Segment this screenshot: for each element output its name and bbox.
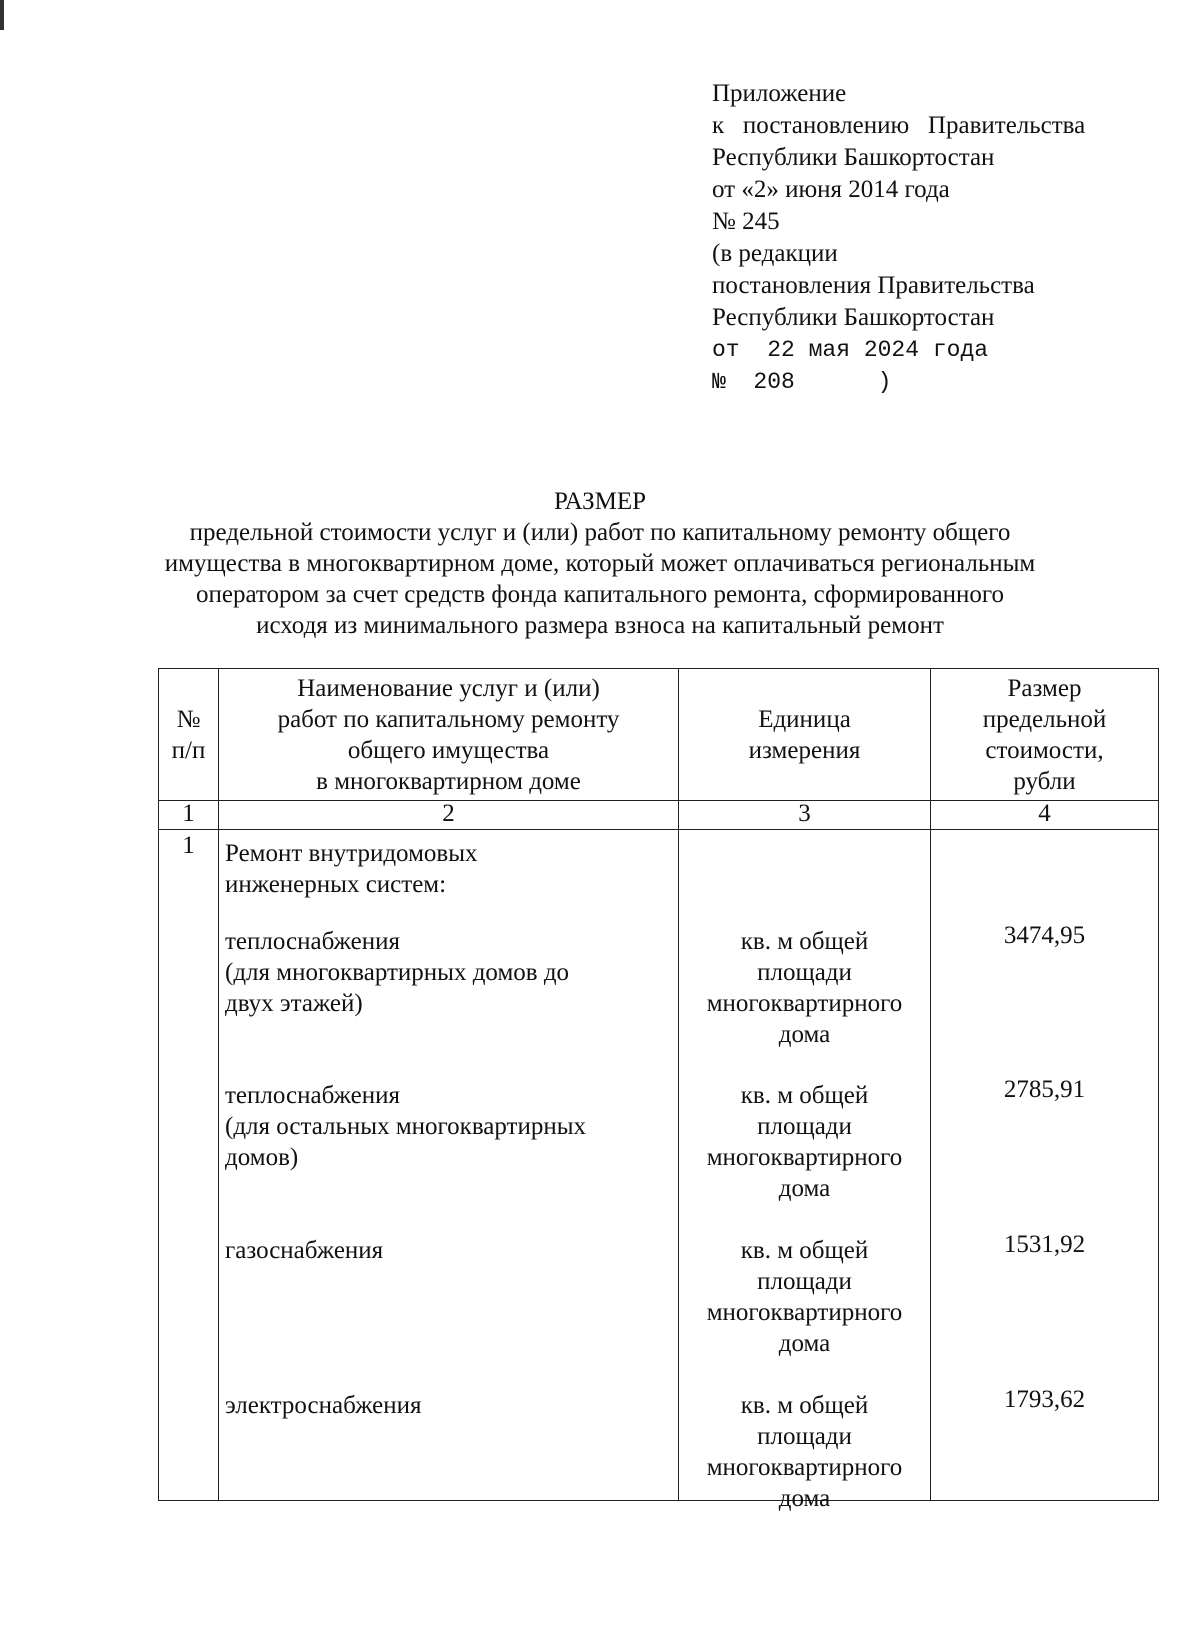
item-name-line: домов)	[225, 1144, 299, 1171]
item-unit-line: дома	[778, 1330, 831, 1357]
item-name-line: двух этажей)	[225, 990, 363, 1017]
header-text: в многоквартирном доме	[316, 767, 581, 795]
row-cost-cell	[931, 830, 1159, 1501]
column-number: 2	[219, 801, 679, 830]
header-cost	[931, 669, 1159, 801]
item-name-line: газоснабжения	[225, 1237, 384, 1264]
title-line: предельной стоимости услуг и (или) работ по капитальному ремонту общего	[189, 519, 1011, 546]
row-number: 1	[159, 830, 219, 1501]
header-text: Единица	[758, 705, 851, 733]
appendix-block	[712, 78, 1085, 398]
item-cost: 1531,92	[1003, 1231, 1086, 1258]
item-unit-line: кв. м общей	[740, 1237, 869, 1264]
item-unit-line: площади	[757, 1268, 852, 1295]
appendix-line: к постановлению Правительства	[712, 112, 1086, 139]
item-name	[225, 1235, 672, 1266]
item-unit-line: кв. м общей	[740, 928, 869, 955]
item-name	[225, 1390, 672, 1421]
item-name-line: электроснабжения	[225, 1392, 422, 1419]
item-name	[225, 1080, 672, 1173]
item-unit-line: дома	[778, 1175, 831, 1202]
item-unit	[685, 926, 924, 1050]
item-unit-line: площади	[757, 1423, 852, 1450]
item-unit-line: площади	[757, 959, 852, 986]
item-name-line: теплоснабжения	[225, 928, 400, 955]
group-title	[225, 838, 672, 900]
header-text: Наименование услуг и (или)	[297, 674, 600, 702]
item-unit-line: кв. м общей	[740, 1392, 869, 1419]
header-unit	[679, 669, 931, 801]
appendix-line: Приложение	[712, 80, 847, 107]
item-cost: 2785,91	[1003, 1076, 1086, 1103]
appendix-line: от «2» июня 2014 года	[712, 176, 950, 203]
item-unit-line: многоквартирного	[706, 1454, 903, 1481]
group-title-line: инженерных систем:	[225, 871, 447, 898]
title-line: имущества в многоквартирном доме, который может оплачиваться региональным	[164, 550, 1036, 577]
table-row	[159, 830, 1159, 1501]
item-cost: 1793,62	[1003, 1386, 1086, 1413]
header-text: рубли	[1013, 767, 1076, 795]
item-unit	[685, 1080, 924, 1204]
header-number	[159, 669, 219, 801]
row-name-cell	[219, 830, 679, 1501]
cost-table	[158, 668, 1159, 1512]
appendix-number-line: № 208 )	[712, 369, 892, 395]
item-name-line: (для остальных многоквартирных	[225, 1113, 587, 1140]
header-text: №	[176, 705, 201, 733]
header-text: п/п	[171, 736, 206, 764]
header-text: Размер	[1007, 674, 1082, 702]
item-name-line: теплоснабжения	[225, 1082, 400, 1109]
table-header-row	[159, 669, 1159, 801]
scan-edge-mark	[0, 0, 4, 30]
item-unit-line: площади	[757, 1113, 852, 1140]
appendix-line: Республики Башкортостан	[712, 144, 995, 171]
header-text: стоимости,	[985, 736, 1104, 764]
column-number: 1	[159, 801, 219, 830]
row-unit-cell	[679, 830, 931, 1512]
appendix-line: Республики Башкортостан	[712, 304, 995, 331]
header-text: работ по капитальному ремонту	[277, 705, 620, 733]
item-unit	[685, 1390, 924, 1514]
document-title	[0, 486, 1200, 641]
column-number: 3	[679, 801, 931, 830]
item-cost: 3474,95	[1003, 922, 1086, 949]
title-line: оператором за счет средств фонда капитального ремонта, сформированного	[195, 581, 1005, 608]
item-name	[225, 926, 672, 1019]
header-text: общего имущества	[347, 736, 550, 764]
item-unit-line: многоквартирного	[706, 990, 903, 1017]
header-text: предельной	[982, 705, 1107, 733]
appendix-line: № 245	[712, 208, 780, 235]
item-unit-line: многоквартирного	[706, 1299, 903, 1326]
appendix-date-line: от 22 мая 2024 года	[712, 337, 989, 363]
group-title-line: Ремонт внутридомовых	[225, 840, 478, 867]
item-unit-line: дома	[778, 1485, 831, 1512]
item-unit-line: многоквартирного	[706, 1144, 903, 1171]
item-name-line: (для многоквартирных домов до	[225, 959, 570, 986]
item-unit-line: дома	[778, 1021, 831, 1048]
column-number: 4	[931, 801, 1159, 830]
item-unit-line: кв. м общей	[740, 1082, 869, 1109]
header-text: измерения	[748, 736, 861, 764]
header-name	[219, 669, 679, 801]
title-line: исходя из минимального размера взноса на капитальный ремонт	[256, 612, 944, 639]
item-unit	[685, 1235, 924, 1359]
appendix-line: постановления Правительства	[712, 272, 1035, 299]
column-number-row	[159, 801, 1159, 830]
title-heading: РАЗМЕР	[553, 488, 647, 515]
appendix-line: (в редакции	[712, 240, 838, 267]
